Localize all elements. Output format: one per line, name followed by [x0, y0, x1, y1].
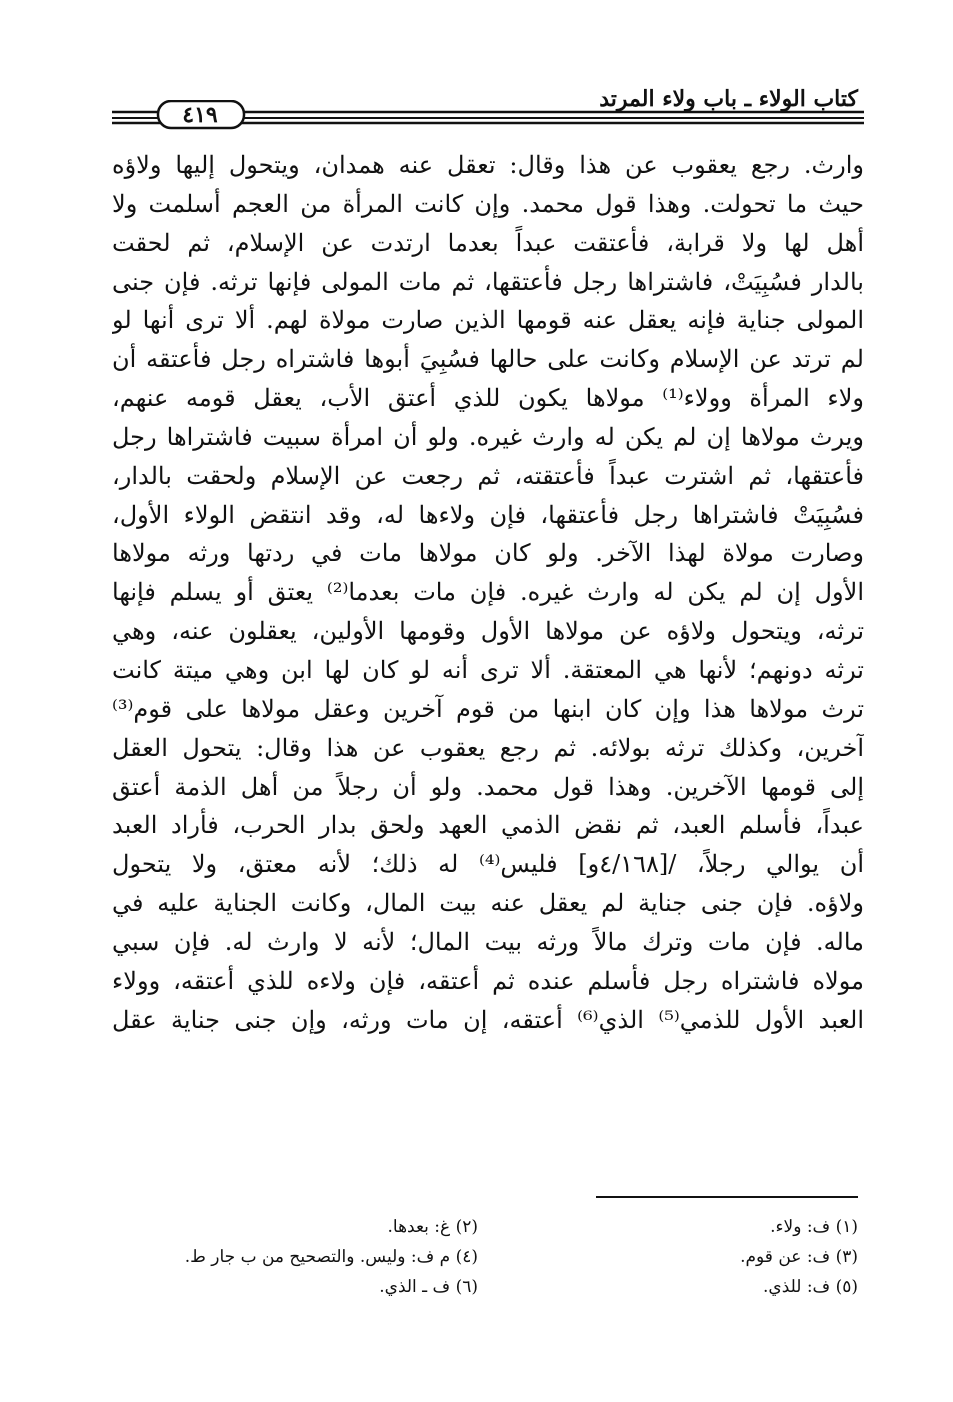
text-line: ترث مولاها هذا وإن كان ابنها من قوم آخرين وعقل مولاها على قوم⁽³⁾: [112, 694, 864, 723]
text-line: ماله. فإن مات وترك مالاً ورثه بيت المال؛ لأنه لا وارث له. فإن سبي: [112, 927, 864, 956]
text-line: مولاه فاشتراه رجل فأسلم عنده ثم أعتقه، فإن ولاءه للذي أعتقه، وولاء: [112, 966, 864, 995]
text-line: حيث ما تحولت. وهذا قول محمد. وإن كانت المرأة من العجم أسلمت ولا: [112, 189, 864, 218]
footnotes: [98, 1212, 858, 1302]
text-line: أن يوالي رجلاً، /[٤/١٦٨و] فليس⁽⁴⁾ له ذلك؛ لأنه معتق، ولا يتحول: [112, 850, 864, 879]
text-line: فسُبِيَتْ فاشتراها رجل فأعتقها، فإن ولاءها له، وقد انتقض الولاء الأول،: [112, 500, 864, 529]
footnote-row: [98, 1242, 858, 1272]
footnote-row: [98, 1272, 858, 1302]
page-number: ٤١٩: [182, 102, 218, 128]
text-line: عبداً، فأسلم العبد، ثم نقض الذمي العهد ولحق بدار الحرب، فأراد العبد: [112, 811, 864, 840]
footnote: (٥) ف: للذي.: [762, 1277, 858, 1297]
footnote: (٣) ف: عن قوم.: [740, 1247, 858, 1267]
text-line: العبد الأول للذمي⁽⁵⁾ الذي⁽⁶⁾ أعتقه، إن مات ورثه، وإن جنى جناية عقل: [112, 1005, 864, 1034]
footnote: (٢) غ: بعدها.: [387, 1217, 478, 1237]
text-line: ترثه، ويتحول ولاؤه عن مولاها الأول وقومها الأولين، يعقلون عنه، وهي: [112, 617, 864, 646]
text-line: وارث. رجع يعقوب عن هذا وقال: تعقل عنه همدان، ويتحول إليها ولاؤه: [112, 151, 864, 179]
text-line: المولى جناية فإنه يعقل عنه قومها الذين صارت مولاة لهم. ألا ترى أنها لو: [112, 306, 864, 335]
footnote: (٤) م ف: وليس. والتصحيح من ب جار ط.: [184, 1247, 478, 1267]
text-line: إلى قومها الآخرين. وهذا قول محمد. ولو أن رجلاً من أهل الذمة أعتق: [112, 772, 864, 801]
text-line: فأعتقها، ثم اشترت عبداً فأعتقته، ثم رجعت عن الإسلام ولحقت بالدار،: [112, 461, 864, 490]
footnote-separator: [596, 1196, 858, 1198]
text-line: الأول إن لم يكن له وارث غيره. فإن مات بعدما⁽²⁾ يعتق أو يسلم فإنها: [112, 578, 864, 607]
running-title: كتاب الولاء ـ باب ولاء المرتد: [599, 86, 858, 112]
text-line: وصارت مولاة لهذا الآخر. ولو كان مولاها مات في ردتها ورثه مولاها: [112, 539, 864, 568]
footnote: (٦) ف ـ الذي.: [379, 1277, 478, 1297]
text-line: لم ترتد عن الإسلام وكانت على حالها فسُبِيَ أبوها فاشتراه رجل فأعتقه أن: [112, 345, 864, 374]
text-line: أهل لها ولا قرابة، فأعتقت عبداً بعدما ارتدت عن الإسلام، ثم لحقت: [112, 228, 864, 257]
text-line: آخرين، وكذلك ترثه بولائه. ثم رجع يعقوب عن هذا وقال: يتحول العقل: [112, 733, 864, 762]
text-line: ولاؤه. فإن جنى جناية لم يعقل عنه بيت المال، وكانت الجناية عليه في: [112, 889, 864, 918]
text-line: بالدار فسُبِيَتْ، فاشتراها رجل فأعتقها، ثم مات المولى فإنها ترثه. فإن جنى: [112, 267, 864, 296]
text-line: ولاء المرأة وولاء⁽¹⁾ مولاها يكون للذي أعتق الأب، يعقل قومه عنهم،: [112, 384, 864, 413]
footnote-row: [98, 1212, 858, 1242]
footnote: (١) ف: ولاء.: [770, 1217, 858, 1237]
text-line: ترثه دونهم؛ لأنها هي المعتقة. ألا ترى أنه لو كان لها ابن وهي ميتة كانت: [112, 655, 864, 684]
body-text: [112, 146, 864, 1039]
text-line: ويرث مولاها إن لم يكن له وارث غيره. ولو أن امرأة سبيت فاشتراها رجل: [112, 422, 864, 451]
